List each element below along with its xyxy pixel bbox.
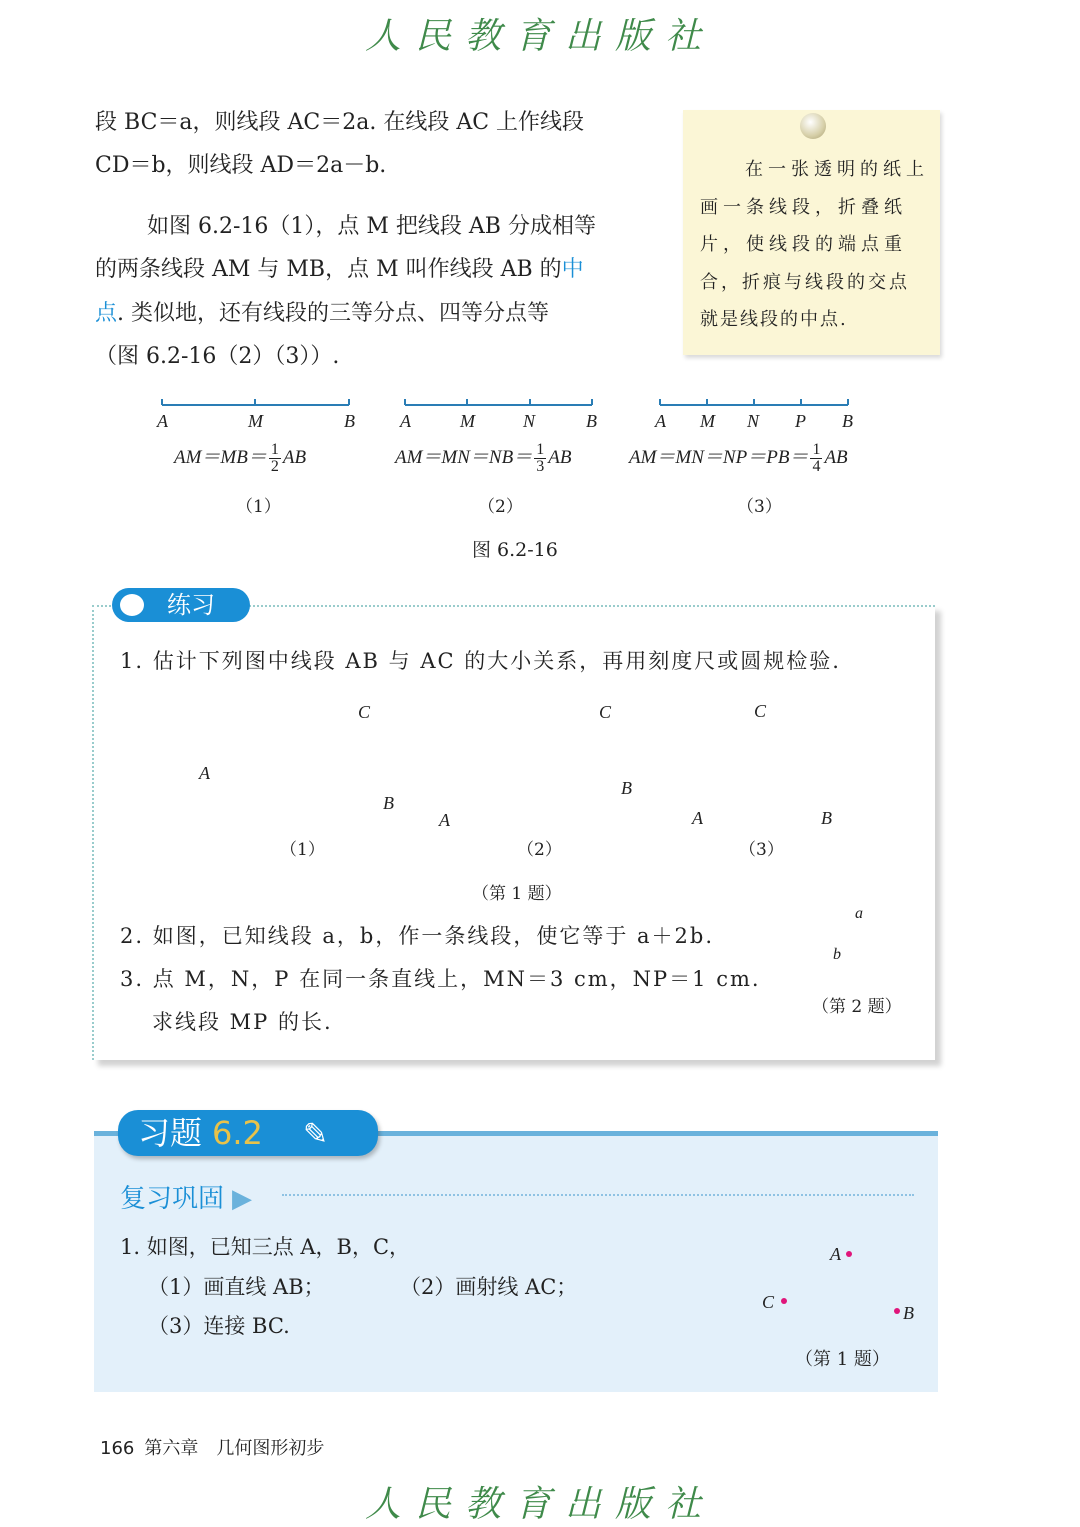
page-footer [100, 1434, 324, 1460]
exercise-1b: （2）画射线 AC； [400, 1275, 578, 1299]
question-3-cont: 求线段 MP 的长. [152, 1010, 333, 1034]
text: . 类似地，还有线段的三等分点、四等分点等 [117, 301, 550, 326]
point-label: B [344, 411, 355, 431]
question-1: 1. 估计下列图中线段 AB 与 AC 的大小关系，再用刻度尺或圆规检验. [120, 649, 841, 673]
segment-label: b [833, 946, 841, 963]
title-text: 习题 [138, 1114, 203, 1152]
fraction [534, 442, 546, 475]
point-label: M [460, 411, 475, 431]
point-label: M [248, 411, 263, 431]
exercise-1a: （1）画直线 AB； [148, 1275, 325, 1299]
segment-1 [162, 399, 349, 405]
title-number: 6.2 [212, 1114, 263, 1152]
formula-text: AM＝MN＝NP＝PB＝ [629, 447, 809, 468]
point-label: C [599, 702, 612, 722]
subfigure-caption: （3） [739, 840, 784, 860]
question-3: 3. 点 M，N，P 在同一条直线上，MN＝3 cm，NP＝1 cm. [120, 967, 761, 991]
formula-text: AB [282, 447, 307, 468]
note-line: 合，折痕与线段的交点 [700, 272, 910, 293]
figure-caption: 图 6.2-16 [472, 539, 558, 561]
point-label: C [754, 701, 767, 721]
divider [282, 1194, 914, 1196]
note-line: 片，使线段的端点重 [700, 234, 907, 255]
subfigure-caption: （1） [236, 497, 281, 517]
denominator: 3 [536, 458, 545, 476]
publisher-logo: 人民教育出版社 [364, 1484, 715, 1525]
point-b [894, 1308, 900, 1314]
numerator: 1 [536, 441, 545, 459]
figure-caption: （第 2 题） [812, 997, 902, 1017]
formula-text: AB [824, 447, 848, 468]
point-label: A [157, 411, 168, 431]
point-label: M [700, 411, 715, 431]
paragraph-line: 如图 6.2-16（1），点 M 把线段 AB 分成相等 [147, 214, 596, 239]
point-label: B [842, 411, 853, 431]
practice-title: 练习 [112, 588, 250, 622]
pencil-icon: ✎ [302, 1117, 329, 1152]
paragraph-line: CD＝b，则线段 AD＝2a－b. [95, 153, 387, 178]
numerator: 1 [812, 441, 821, 459]
question-2: 2. 如图，已知线段 a，b，作一条线段，使它等于 a＋2b. [120, 924, 715, 948]
paragraph-line: （图 6.2-16（2）（3））. [95, 344, 340, 369]
note-line: 就是线段的中点. [700, 309, 848, 330]
numerator: 1 [270, 441, 279, 459]
text: 的两条线段 AM 与 MB，点 M 叫作线段 AB 的 [95, 257, 562, 282]
segment-3 [660, 399, 848, 405]
fraction [269, 442, 281, 475]
point-label: A [655, 411, 666, 431]
exercise-1c: （3）连接 BC. [148, 1314, 290, 1338]
subfigure-caption: （2） [478, 497, 523, 517]
point-label: N [747, 411, 760, 431]
point-label: A [439, 810, 450, 830]
formula-text: AM＝MN＝NB＝ [395, 447, 533, 468]
point-label: C [762, 1292, 775, 1312]
point-label: N [523, 411, 536, 431]
subfigure-caption: （1） [280, 840, 325, 860]
point-a [846, 1251, 852, 1257]
point-label: A [400, 411, 411, 431]
point-c [781, 1298, 787, 1304]
publisher-logo: 人民教育出版社 [364, 16, 715, 57]
term-midpoint: 点 [95, 301, 118, 326]
point-label: C [358, 702, 371, 722]
exercises-title [118, 1110, 378, 1156]
formula-text: AB [548, 447, 572, 468]
point-label: A [692, 808, 703, 828]
point-label: B [586, 411, 597, 431]
point-label: A [830, 1244, 841, 1264]
section-heading [120, 1178, 252, 1215]
segment-label: a [855, 905, 863, 922]
segment-2 [405, 399, 592, 405]
denominator: 2 [270, 458, 279, 476]
point-label: A [199, 763, 210, 783]
note-line: 在一张透明的纸上 [745, 159, 929, 180]
point-label: B [821, 808, 832, 828]
chapter-title: 第六章 几何图形初步 [144, 1438, 325, 1459]
term-midpoint: 中 [561, 257, 584, 282]
figure-caption: （第 1 题） [472, 884, 562, 904]
heading-text: 复习巩固 [120, 1184, 225, 1214]
paragraph-line: 段 BC＝a，则线段 AC＝2a. 在线段 AC 上作线段 [95, 110, 585, 135]
triangle-arrow-icon: ▶ [232, 1184, 253, 1214]
formula-text: AM＝MB＝ [174, 447, 267, 468]
point-label: B [621, 778, 632, 798]
note-line: 画一条线段，折叠纸 [700, 197, 907, 218]
formula-1 [174, 442, 306, 475]
denominator: 4 [812, 458, 821, 476]
point-label: B [903, 1303, 914, 1323]
formula-3 [629, 442, 848, 475]
point-label: P [795, 411, 806, 431]
figure-caption: （第 1 题） [795, 1349, 890, 1370]
page-number: 166 [100, 1438, 135, 1459]
point-label: B [383, 793, 394, 813]
practice-icon [116, 590, 148, 620]
subfigure-caption: （2） [517, 840, 562, 860]
fraction [810, 442, 822, 475]
formula-2 [395, 442, 571, 475]
subfigure-caption: （3） [737, 497, 782, 517]
exercise-1: 1. 如图，已知三点 A，B，C， [120, 1235, 411, 1259]
